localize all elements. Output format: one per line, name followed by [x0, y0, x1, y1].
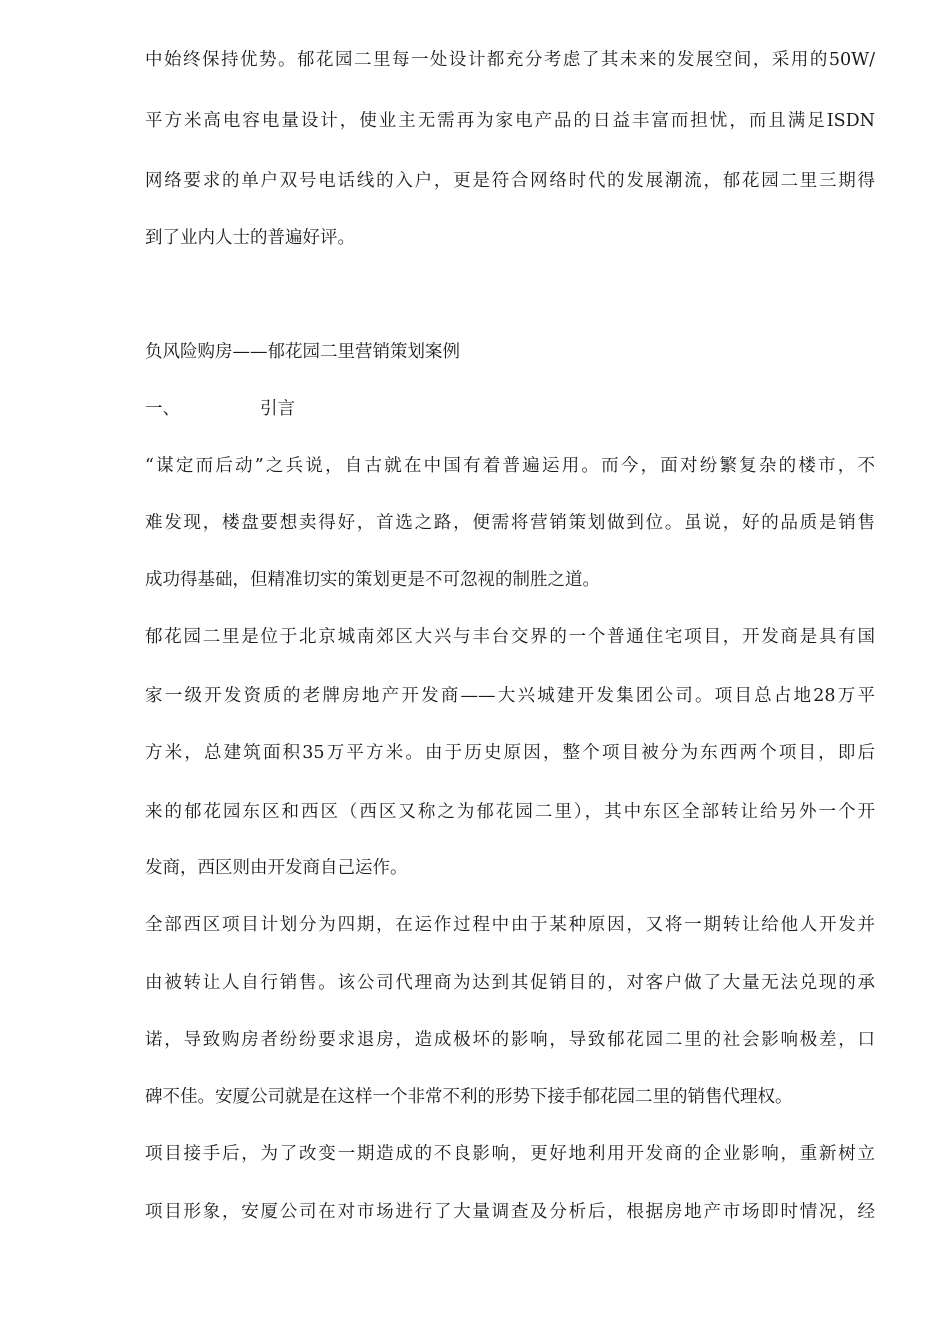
paragraph-2-line-1: 郁花园二里是位于北京城南郊区大兴与丰台交界的一个普通住宅项目，开发商是具有国 — [145, 627, 875, 647]
paragraph-1-line-3: 成功得基础，但精准切实的策划更是不可忽视的制胜之道。 — [145, 570, 600, 590]
paragraph-3-line-2: 由被转让人自行销售。该公司代理商为达到其促销目的，对客户做了大量无法兑现的承 — [145, 973, 875, 993]
paragraph-3-line-3: 诺，导致购房者纷纷要求退房，造成极坏的影响，导致郁花园二里的社会影响极差，口 — [145, 1030, 875, 1050]
document-title: 负风险购房——郁花园二里营销策划案例 — [145, 342, 460, 362]
intro-line-1: 中始终保持优势。郁花园二里每一处设计都充分考虑了其未来的发展空间，采用的50W/ — [145, 50, 875, 70]
paragraph-2-line-4: 来的郁花园东区和西区（西区又称之为郁花园二里），其中东区全部转让给另外一个开 — [145, 802, 875, 822]
paragraph-1-line-1: “谋定而后动”之兵说，自古就在中国有着普遍运用。而今，面对纷繁复杂的楼市，不 — [145, 456, 875, 476]
section-number: 一、 — [145, 399, 180, 419]
paragraph-4-line-1: 项目接手后，为了改变一期造成的不良影响，更好地利用开发商的企业影响，重新树立 — [145, 1144, 875, 1164]
paragraph-3-line-4: 碑不佳。安厦公司就是在这样一个非常不利的形势下接手郁花园二里的销售代理权。 — [145, 1087, 793, 1107]
paragraph-1-line-2: 难发现，楼盘要想卖得好，首选之路，便需将营销策划做到位。虽说，好的品质是销售 — [145, 513, 875, 533]
paragraph-3-line-1: 全部西区项目计划分为四期，在运作过程中由于某种原因，又将一期转让给他人开发并 — [145, 915, 875, 935]
intro-line-4: 到了业内人士的普遍好评。 — [145, 228, 355, 248]
paragraph-4-line-2: 项目形象，安厦公司在对市场进行了大量调查及分析后，根据房地产市场即时情况，经 — [145, 1202, 875, 1222]
intro-line-2: 平方米高电容电量设计，使业主无需再为家电产品的日益丰富而担忧，而且满足ISDN — [145, 111, 875, 131]
paragraph-2-line-3: 方米，总建筑面积35万平方米。由于历史原因，整个项目被分为东西两个项目，即后 — [145, 743, 875, 763]
paragraph-2-line-5: 发商，西区则由开发商自己运作。 — [145, 858, 408, 878]
intro-line-3: 网络要求的单户双号电话线的入户，更是符合网络时代的发展潮流，郁花园二里三期得 — [145, 171, 875, 191]
paragraph-2-line-2: 家一级开发资质的老牌房地产开发商——大兴城建开发集团公司。项目总占地28万平 — [145, 686, 875, 706]
section-title: 引言 — [260, 399, 295, 419]
